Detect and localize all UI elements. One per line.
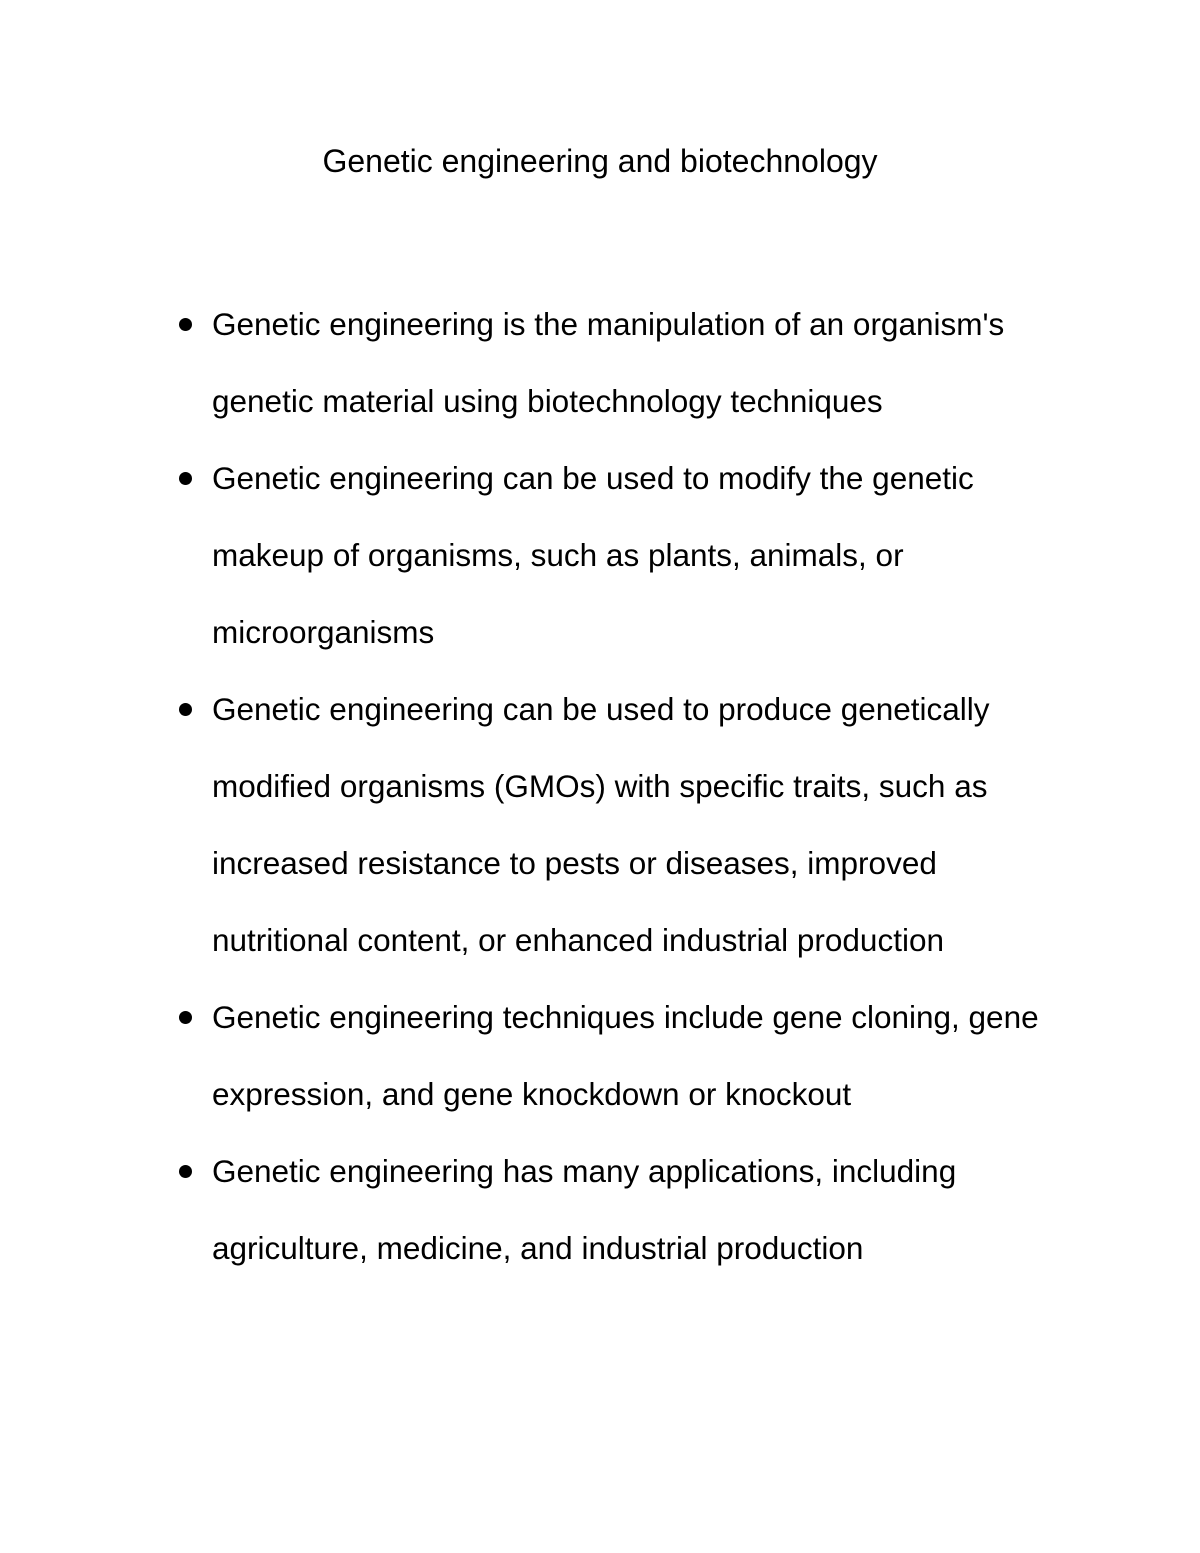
list-item-text: Genetic engineering is the manipulation of an organism's genetic material using biotechnology techniques: [212, 306, 1005, 419]
list-item-text: Genetic engineering techniques include gene cloning, gene expression, and gene knockdown or knockout: [212, 999, 1039, 1112]
bullet-list: [212, 286, 1072, 1287]
bullet-dot-icon: [179, 1165, 192, 1178]
bullet-dot-icon: [179, 1011, 192, 1024]
list-item: [212, 286, 1072, 440]
list-item: [212, 979, 1072, 1133]
list-item-text: Genetic engineering has many applications, including agriculture, medicine, and industrial production: [212, 1153, 957, 1266]
document-title: Genetic engineering and biotechnology: [322, 143, 878, 179]
bullet-dot-icon: [179, 472, 192, 485]
list-item-text: Genetic engineering can be used to produce genetically modified organisms (GMOs) with specific traits, such as increased resistance to pests or diseases, improved nutritional content, or enhanced industrial production: [212, 691, 990, 958]
bullet-dot-icon: [179, 318, 192, 331]
list-item: [212, 440, 1072, 671]
list-item: [212, 671, 1072, 979]
list-item-text: Genetic engineering can be used to modify the genetic makeup of organisms, such as plants, animals, or microorganisms: [212, 460, 974, 650]
bullet-dot-icon: [179, 703, 192, 716]
list-item: [212, 1133, 1072, 1287]
